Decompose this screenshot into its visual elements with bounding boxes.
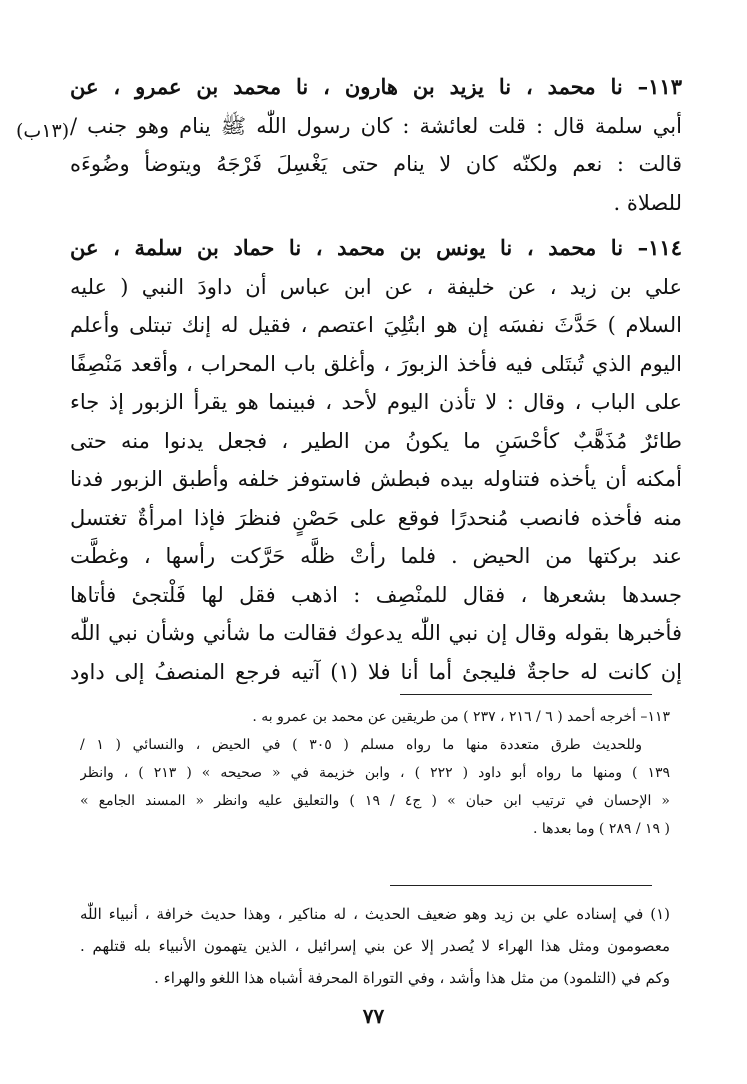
text-line: علي بن زيد ، عن خليفة ، عن ابن عباس أن داودَ النبي ( عليه: [70, 274, 682, 299]
text-line: ١١٣– نا محمد ، نا يزيد بن هارون ، نا محمد بن عمرو ، عن: [70, 74, 682, 99]
page-number: ٧٧: [362, 1004, 385, 1028]
main-text: [70, 68, 682, 691]
footnotes: [80, 898, 670, 994]
note-line: وللحديث طرق متعددة منها ما رواه مسلم ( ٣٠٥ ) في الحيض ، والنسائي ( ١ /: [80, 737, 643, 753]
footnote-line: وكم في (التلمود) من مثل هذا وأشد ، وفي التوراة المحرفة أشباه هذا اللغو والهراء .: [154, 969, 670, 987]
text-line: إن كانت له حاجةٌ فليجئ أما أنا فلا (١) آتيه فرجع المنصفُ إلى داود: [70, 659, 682, 684]
note-line: ( ١٩ / ٢٨٩ ) وما بعدها .: [532, 821, 670, 837]
footnote-line: (١) في إسناده علي بن زيد وهو ضعيف الحديث ، له مناكير ، وهذا حديث خرافة ، أنبياء اللّٰه: [80, 905, 670, 923]
text-line: أمكنه أن يأخذه فتناوله بيده فبطش فاستوفز خلفه وأطبق الزبور فدنا: [70, 467, 682, 491]
text-line: قالت : نعم ولكنّه كان لا ينام حتى يَغْسِلَ فَرْجَهُ ويتوضأ وضُوءَه: [70, 152, 682, 176]
text-line: ١١٤– نا محمد ، نا يونس بن محمد ، نا حماد بن سلمة ، عن: [70, 235, 682, 260]
note-line: ١٣٩ ) ومنها ما رواه أبو داود ( ٢٢٢ ) ، وابن خزيمة في « صحيحه » ( ٢١٣ ) ، وانظر: [80, 765, 670, 781]
text-line: منه فأخذه فانصب مُنحدرًا فوقع على حَصْنٍ فنظرَ فإذا امرأةٌ تغتسل: [70, 505, 682, 530]
text-line: السلام ) حَدَّثَ نفسَه إن هو ابتُلِيَ اعتصم ، فقيل له إنك تبتلى وأعلم: [70, 313, 682, 337]
text-line: للصلاة .: [613, 190, 682, 215]
text-line: عند بركتها من الحيض . فلما رأتْ ظلَّه حَرَّكت رأسها ، وغطَّت: [70, 544, 682, 568]
margin-folio-note: (١٣ب): [16, 120, 70, 142]
hadith-114: [70, 229, 682, 691]
footnote-divider: [390, 885, 652, 886]
text-line: أبي سلمة قال : قلت لعائشة : كان رسول اللّٰه ﷺ ينام وهو جنب /: [70, 113, 682, 138]
text-line: على الباب ، وقال : لا تأذن اليوم لأحد ، فبينما هو يقرأ الزبور إذ جاء: [70, 390, 682, 414]
note-line: « الإحسان في ترتيب ابن حبان » ( ج٤ / ١٩ ) والتعليق عليه وانظر « المسند الجامع »: [80, 793, 670, 809]
text-line: اليوم الذي تُبتَلى فيه فأخذ الزبورَ ، وأغلق باب المحراب ، وأقعد مَنْصِفًا: [70, 351, 682, 376]
text-line: طائرٌ مُذَهَّبٌ كأحْسَنِ ما يكونُ من الطير ، فجعل يدنوا منه حتى: [70, 428, 682, 453]
text-line: فأخبرها بقوله وقال إن نبي اللّٰه يدعوك فقالت ما شأني وشأن نبي اللّٰه: [70, 621, 682, 645]
footnote-divider: [400, 694, 652, 695]
note-line: ١١٣– أخرجه أحمد ( ٦ / ٢١٦ ، ٢٣٧ ) من طريقين عن محمد بن عمرو به .: [252, 709, 670, 725]
footnote-line: معصومون ومثل هذا الهراء لا يُصدر إلا عن بني إسرائيل ، الذين يتهمون الأنبياء بله قتلهم .: [80, 937, 670, 955]
text-line: جسدها بشعرها ، فقال للمنْصِف : اذهب فقل لها فَلْتجئ فأتاها: [70, 582, 682, 607]
takhrij-notes: [80, 703, 670, 843]
hadith-113: [70, 68, 682, 222]
